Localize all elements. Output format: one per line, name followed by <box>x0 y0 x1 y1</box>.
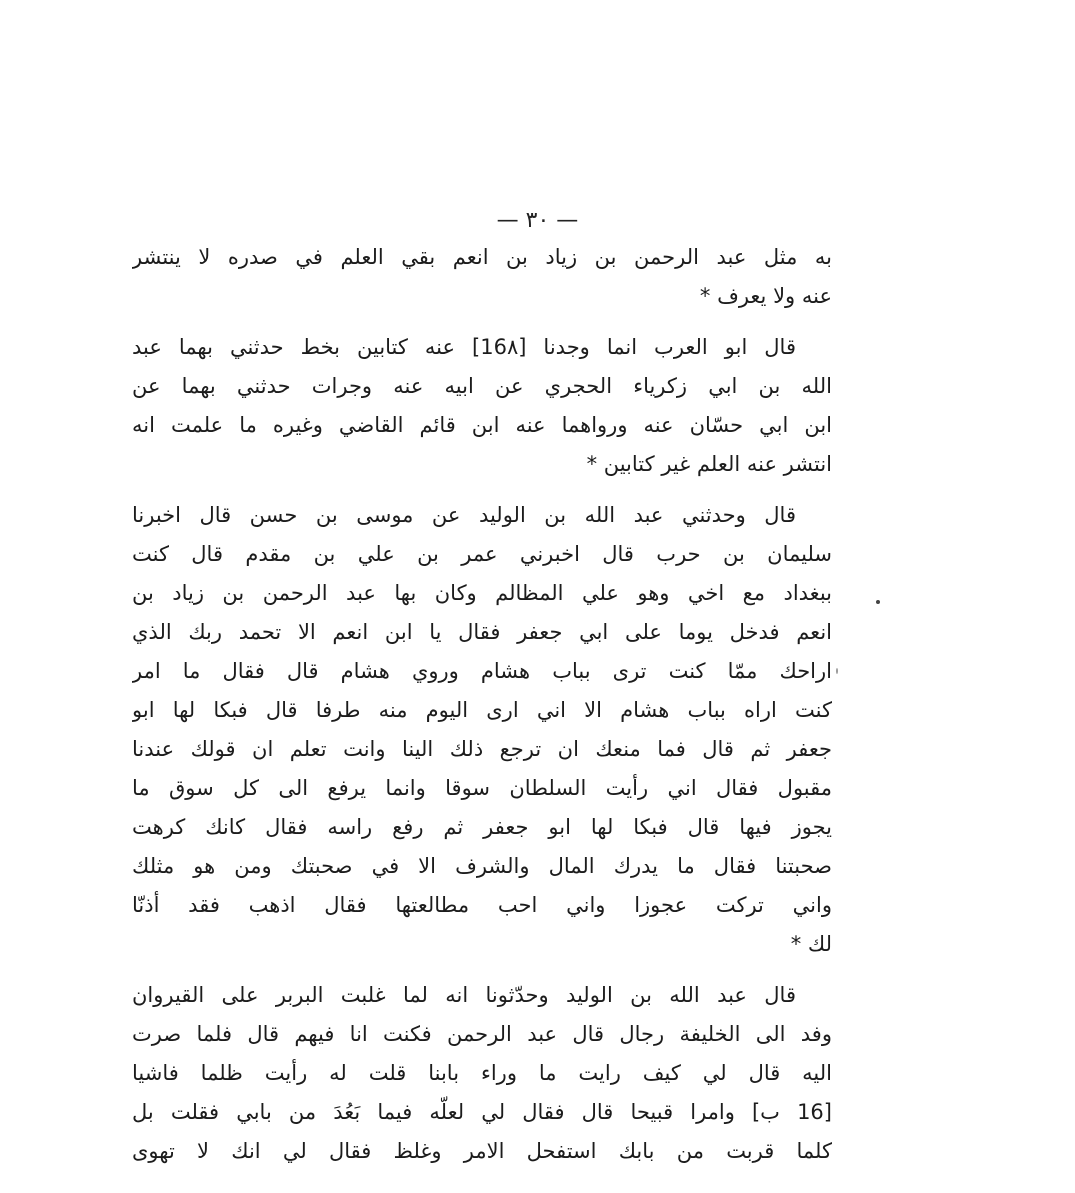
text-line: صحبتنا فقال ما يدرك المال والشرف الا في صحبتك ومن هو مثلك <box>132 854 832 878</box>
text-line: سليمان بن حرب قال اخبرني عمر بن علي بن مقدم قال كنت <box>132 542 832 566</box>
text-line: وفد الى الخليفة رجال قال عبد الرحمن فكنت انا فيهم قال فلما صرت <box>132 1022 832 1046</box>
text-line: الله بن ابي زكرياء الحجري عن ابيه عنه وجرات حدثني بهما عن <box>132 374 832 398</box>
text-line: لك * <box>790 932 832 956</box>
text-line: اراحك ممّا كنت ترى بباب هشام وروي هشام قال فقال ما امر <box>132 659 832 683</box>
page-body-text <box>132 238 832 1183</box>
text-line: [16 ب] وامرا قبيحا قال فقال لي لعلّه فيما بَعُدَ من بابي فقلت بل <box>132 1100 832 1124</box>
text-line: انتشر عنه العلم غير كتابين * <box>586 452 832 476</box>
text-line: واني تركت عجوزا واني احب مطالعتها فقال اذهب فقد أذنّا <box>132 893 832 917</box>
text-line: انعم فدخل يوما على ابي جعفر فقال يا ابن انعم الا تحمد ربك الذي <box>132 620 832 644</box>
text-line: قال وحدثني عبد الله بن الوليد عن موسى بن حسن قال اخبرنا <box>132 503 796 527</box>
text-line: ببغداد مع اخي وهو علي المظالم وكان بها عبد الرحمن بن زياد بن <box>132 581 832 605</box>
page-number: — ٣٠ — <box>496 208 579 233</box>
paragraph-2 <box>132 328 832 484</box>
text-line: ابن ابي حسّان عنه ورواهما عنه ابن قائم القاضي وغيره ما علمت انه <box>132 413 832 437</box>
text-line: اليه قال لي كيف رايت ما وراء بابنا قلت له رأيت ظلما فاشيا <box>132 1061 832 1085</box>
paragraph-3 <box>132 496 832 964</box>
text-line: كنت اراه بباب هشام الا اني ارى اليوم منه طرفا قال فبكا لها ابو <box>132 698 832 722</box>
text-line: جعفر ثم قال فما منعك ان ترجع ذلك الينا وانت تعلم ان قولك عندنا <box>132 737 832 761</box>
text-line: يجوز فيها قال فبكا لها ابو جعفر ثم رفع راسه فقال كانك كرهت <box>132 815 832 839</box>
scan-speck <box>836 668 838 674</box>
text-line: كلما قربت من بابك استفحل الامر وغلظ فقال لي انك لا تهوى <box>132 1139 832 1163</box>
paragraph-4 <box>132 976 832 1171</box>
scan-speck <box>876 600 880 604</box>
text-line: قال عبد الله بن الوليد وحدّثونا انه لما غلبت البربر على القيروان <box>132 983 796 1007</box>
text-line: به مثل عبد الرحمن بن زياد بن انعم بقي العلم في صدره لا ينتشر <box>132 245 832 269</box>
text-line: مقبول فقال اني رأيت السلطان سوقا وانما يرفع الى كل سوق ما <box>132 776 832 800</box>
paragraph-1 <box>132 238 832 316</box>
text-line: قال ابو العرب انما وجدنا [16٨] عنه كتابين بخط حدثني بهما عبد <box>132 335 796 359</box>
text-line: عنه ولا يعرف * <box>699 284 832 308</box>
